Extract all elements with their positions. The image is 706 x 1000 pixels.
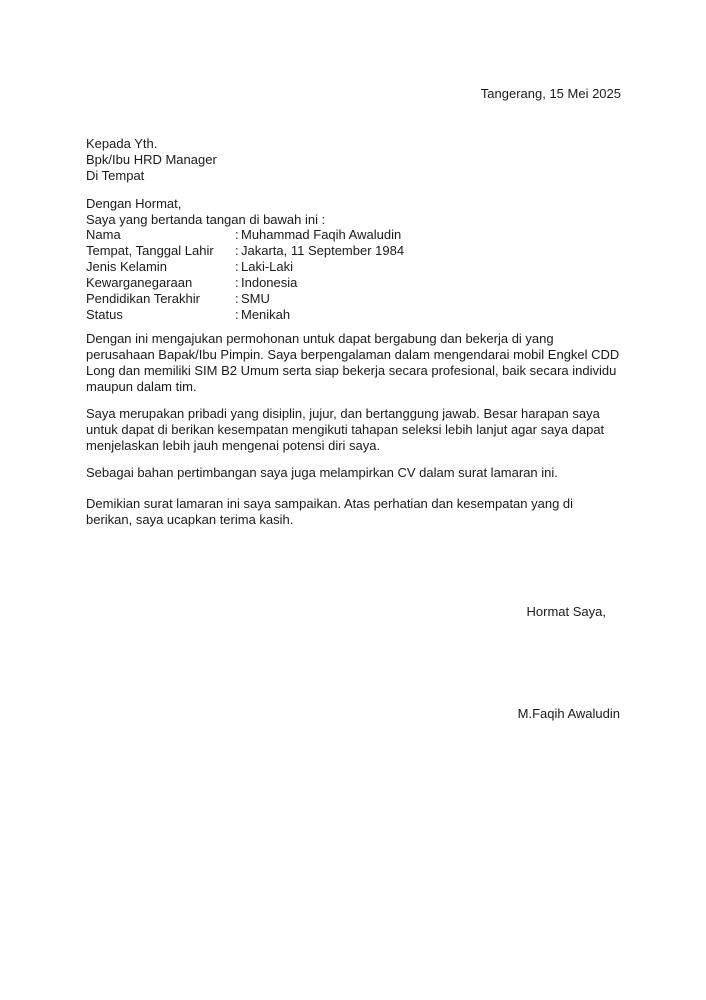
signature-name: M.Faqih Awaludin [517, 706, 620, 721]
detail-row-education [86, 291, 404, 307]
closing-salutation: Hormat Saya, [526, 604, 606, 619]
detail-separator: : [235, 307, 239, 322]
detail-separator: : [235, 243, 239, 258]
greeting: Dengan Hormat, [86, 196, 182, 211]
recipient-line: Bpk/Ibu HRD Manager [86, 152, 217, 167]
intro-line: Saya yang bertanda tangan di bawah ini : [86, 212, 326, 227]
detail-label: Pendidikan Terakhir [86, 291, 200, 306]
paragraph-line: berikan, saya ucapkan terima kasih. [86, 512, 294, 527]
detail-separator: : [235, 291, 239, 306]
applicant-details [86, 227, 404, 323]
paragraph-line: Demikian surat lamaran ini saya sampaikan. Atas perhatian dan kesempatan yang di [86, 496, 574, 511]
detail-row-birth [86, 243, 404, 259]
paragraph-personality [86, 406, 626, 454]
detail-label: Tempat, Tanggal Lahir [86, 243, 214, 258]
paragraph-line: perusahaan Bapak/Ibu Pimpin. Saya berpengalaman dalam mengendarai mobil Engkel CDD [86, 347, 620, 362]
detail-row-nationality [86, 275, 404, 291]
detail-row-gender [86, 259, 404, 275]
paragraph-application [86, 331, 626, 395]
opening-block [86, 196, 325, 228]
paragraph-line: maupun dalam tim. [86, 379, 197, 394]
paragraph-closing [86, 496, 626, 528]
detail-separator: : [235, 227, 239, 242]
detail-label: Jenis Kelamin [86, 259, 167, 274]
detail-value: SMU [241, 291, 270, 306]
paragraph-line: menjelaskan lebih jauh mengenai potensi diri saya. [86, 438, 381, 453]
paragraph-line: Dengan ini mengajukan permohonan untuk dapat bergabung dan bekerja di yang [86, 331, 554, 346]
letter-date: Tangerang, 15 Mei 2025 [480, 86, 621, 101]
detail-label: Status [86, 307, 123, 322]
detail-value: Menikah [241, 307, 291, 322]
recipient-line: Kepada Yth. [86, 136, 158, 151]
detail-label: Kewarganegaraan [86, 275, 193, 290]
detail-row-name [86, 227, 404, 243]
detail-value: Laki-Laki [241, 259, 294, 274]
detail-label: Nama [86, 227, 121, 242]
paragraph-line: untuk dapat di berikan kesempatan mengikuti tahapan seleksi lebih lanjut agar saya dapat [86, 422, 605, 437]
detail-value: Jakarta, 11 September 1984 [241, 243, 405, 258]
paragraph-line: Long dan memiliki SIM B2 Umum serta siap bekerja secara profesional, baik secara individu [86, 363, 617, 378]
recipient-block [86, 136, 217, 184]
paragraph-line: Saya merupakan pribadi yang disiplin, jujur, dan bertanggung jawab. Besar harapan saya [86, 406, 600, 421]
detail-row-status [86, 307, 404, 323]
detail-value: Muhammad Faqih Awaludin [241, 227, 402, 242]
paragraph-attachment [86, 465, 626, 481]
detail-separator: : [235, 275, 239, 290]
recipient-line: Di Tempat [86, 168, 145, 183]
detail-value: Indonesia [241, 275, 298, 290]
detail-separator: : [235, 259, 239, 274]
paragraph-line: Sebagai bahan pertimbangan saya juga melampirkan CV dalam surat lamaran ini. [86, 465, 558, 480]
